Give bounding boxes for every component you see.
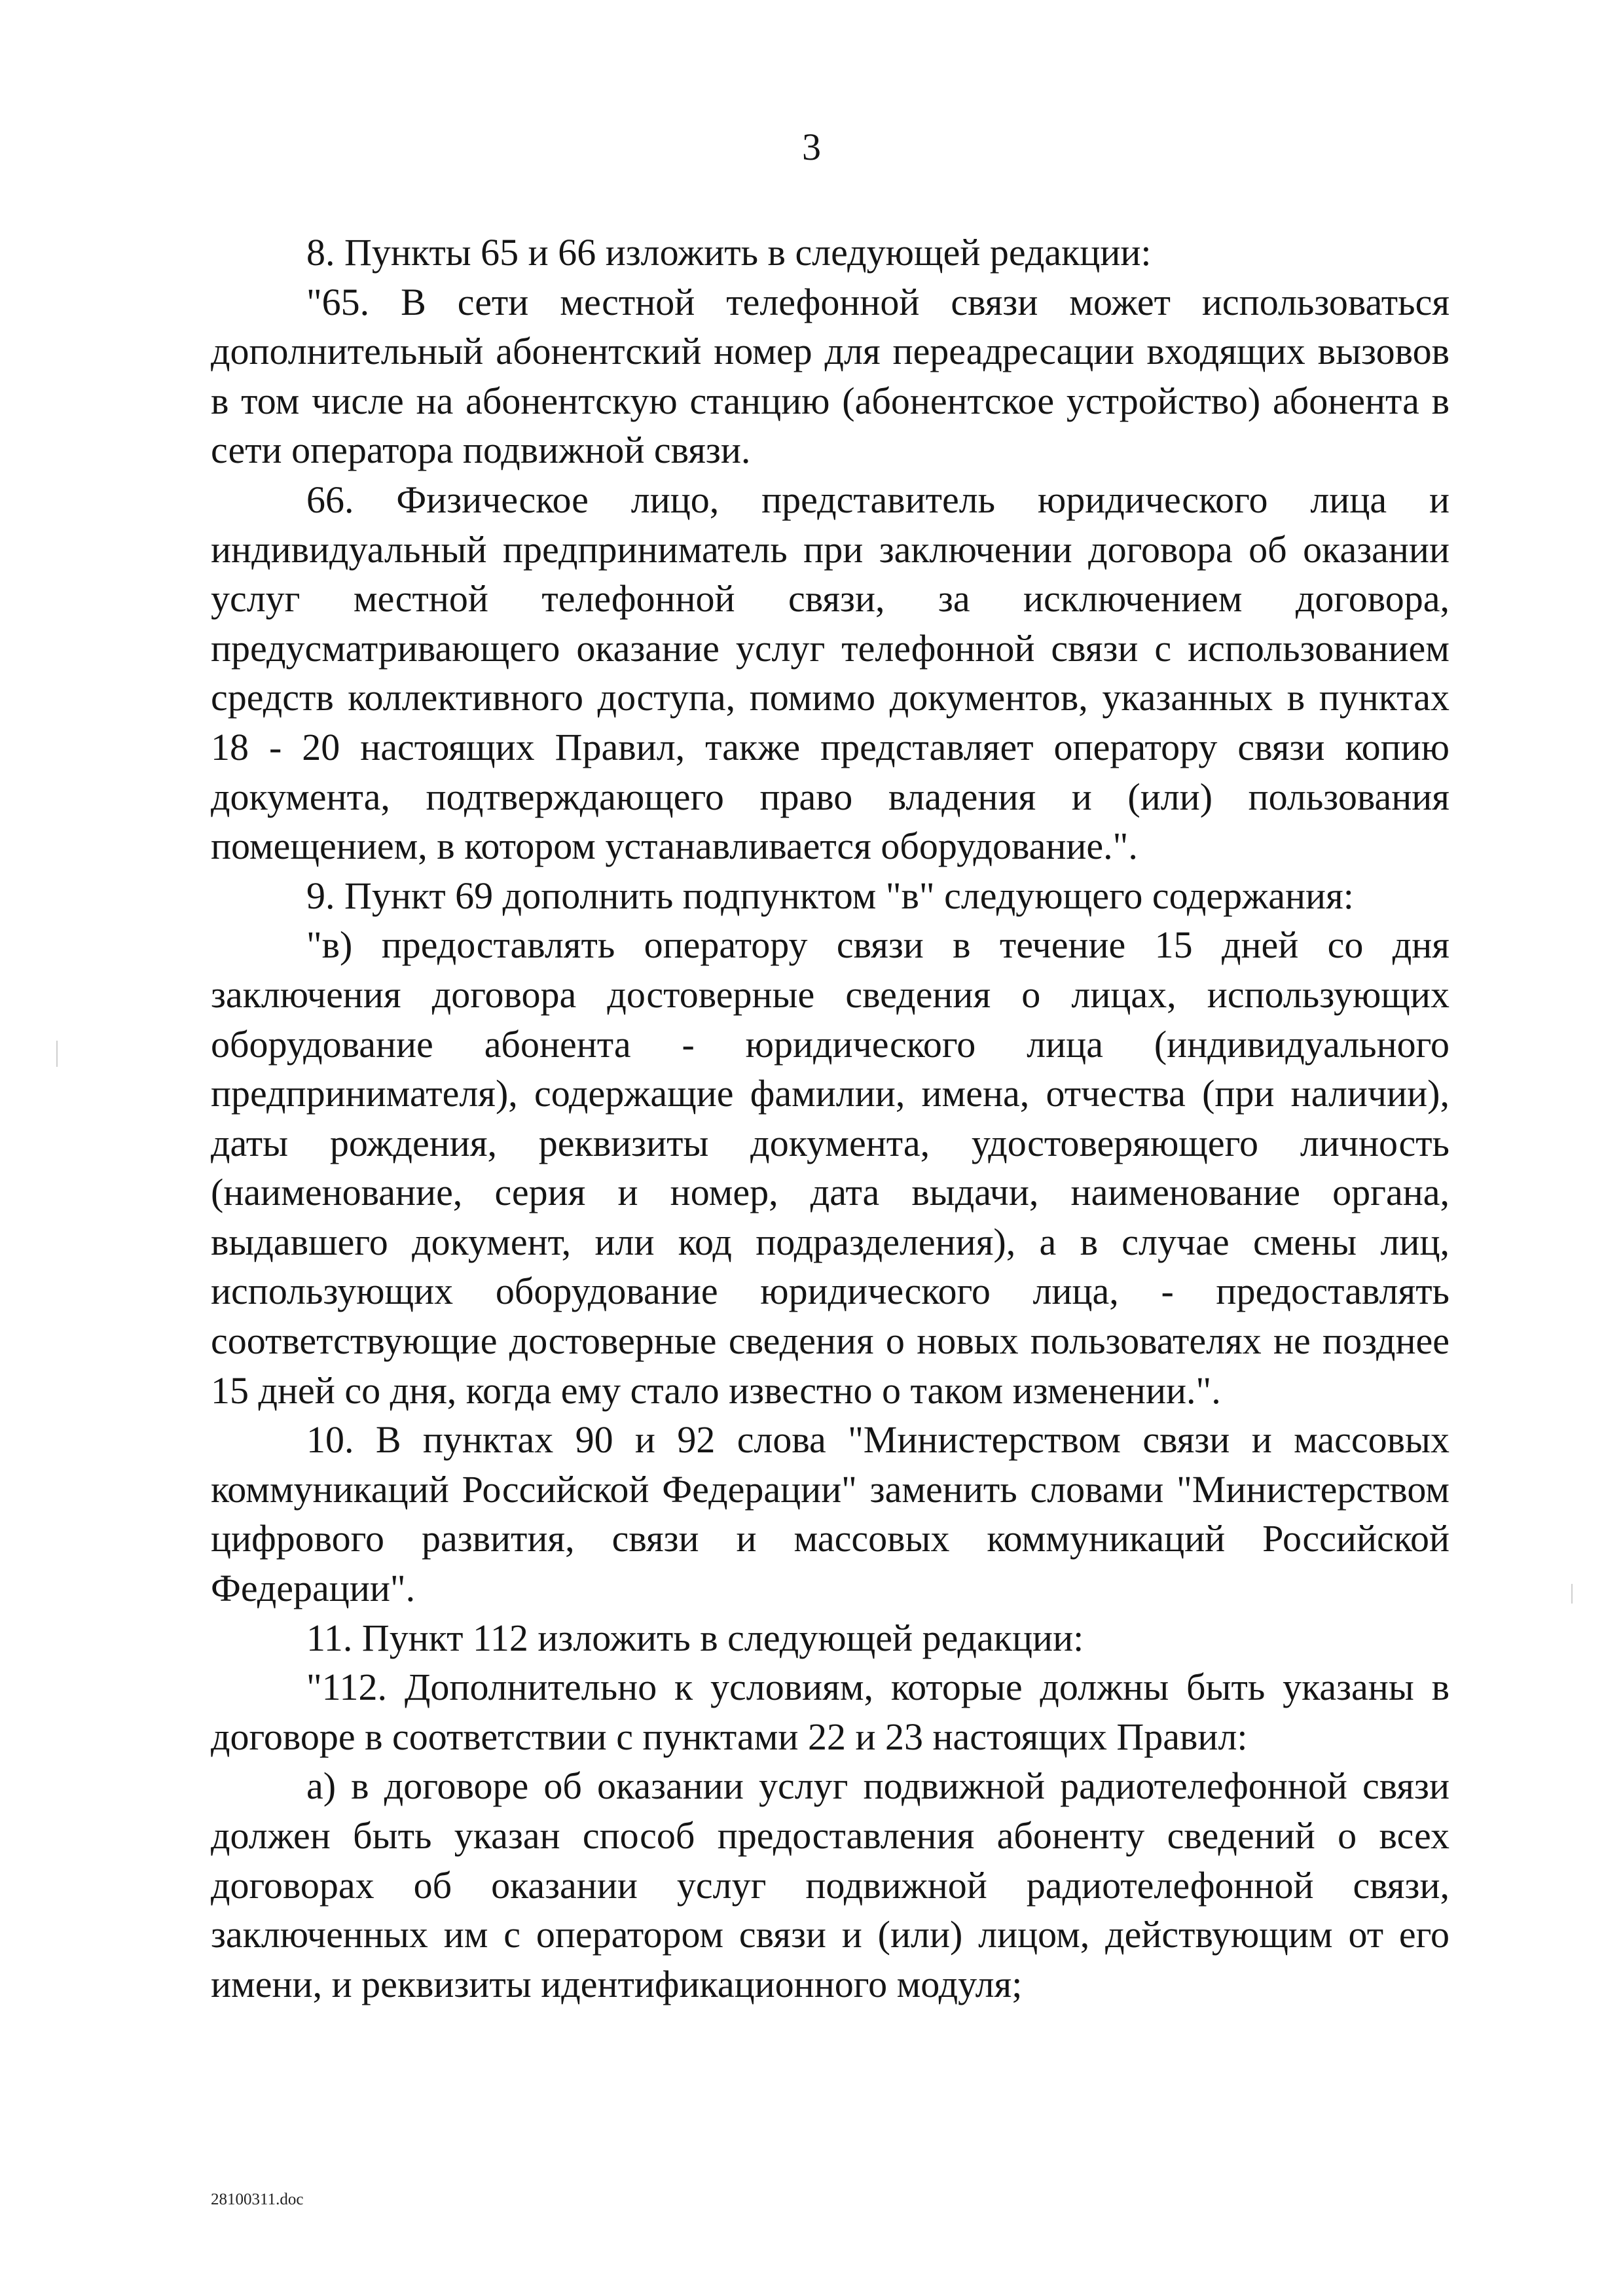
scan-artifact-right xyxy=(1571,1584,1573,1604)
paragraph-subclause-a: а) в договоре об оказании услуг подвижной радиотелефонной связи должен быть указан способ предоставления абоненту сведений о всех договорах об оказании услуг подвижной радиотелефонной связи, заключенных им с оператором связи и (или) лицом, действующим от его имени, и реквизиты идентификационного модуля; xyxy=(211,1765,1450,2005)
paragraph-clause-112: "112. Дополнительно к условиям, которые должны быть указаны в договоре в соответствии с пунктами 22 и 23 настоящих Правил: xyxy=(211,1666,1450,1758)
paragraph-item-9: 9. Пункт 69 дополнить подпунктом "в" следующего содержания: xyxy=(306,874,1354,917)
paragraph-clause-65: "65. В сети местной телефонной связи может использоваться дополнительный абонентский номер для переадресации входящих вызовов в том числе на абонентскую станцию (абонентское устройство) абонента в сети оператора подвижной связи. xyxy=(211,280,1450,472)
paragraph-item-10: 10. В пунктах 90 и 92 слова "Министерством связи и массовых коммуникаций Российской Федерации" заменить словами "Министерством цифрового развития, связи и массовых коммуникаций Российской Федерации". xyxy=(211,1418,1450,1610)
scan-artifact-left xyxy=(56,1041,58,1067)
paragraph-item-11: 11. Пункт 112 изложить в следующей редакции: xyxy=(306,1616,1084,1659)
paragraph-clause-66: 66. Физическое лицо, представитель юридического лица и индивидуальный предприниматель при заключении договора об оказании услуг местной телефонной связи, за исключением договора, предусматривающего оказание услуг телефонной связи с использованием средств коллективного доступа, помимо документов, указанных в пунктах 18 - 20 настоящих Правил, также представляет оператору связи копию документа, подтверждающего право владения и (или) пользования помещением, в котором устанавливается оборудование.". xyxy=(211,478,1450,868)
document-body xyxy=(211,228,1450,2009)
page-number: 3 xyxy=(802,126,821,168)
footer-filename: 28100311.doc xyxy=(211,2191,304,2208)
paragraph-item-8: 8. Пункты 65 и 66 изложить в следующей редакции: xyxy=(306,231,1152,274)
paragraph-subclause-v: "в) предоставлять оператору связи в течение 15 дней со дня заключения договора достоверные сведения о лицах, использующих оборудование абонента - юридического лица (индивидуального предпринимателя), содержащие фамилии, имена, отчества (при наличии), даты рождения, реквизиты документа, удостоверяющего личность (наименование, серия и номер, дата выдачи, наименование органа, выдавшего документ, или код подразделения), а в случае смены лиц, использующих оборудование юридического лица, - предоставлять соответствующие достоверные сведения о новых пользователях не позднее 15 дней со дня, когда ему стало известно о таком изменении.". xyxy=(211,924,1450,1412)
